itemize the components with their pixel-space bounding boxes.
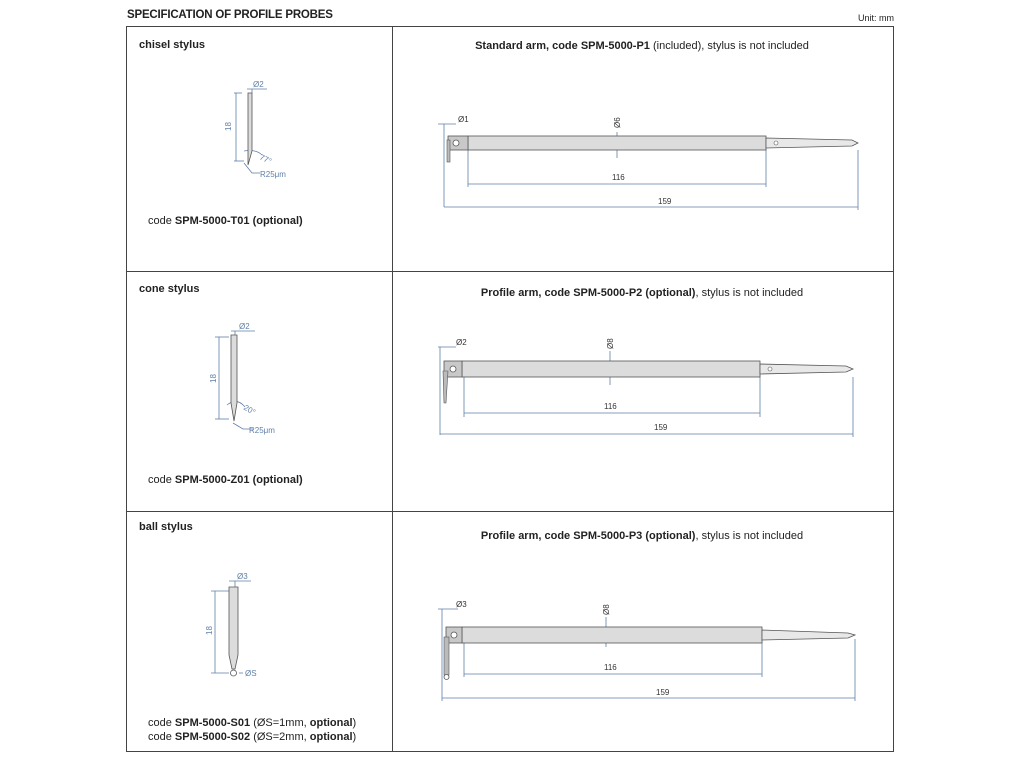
stylus-name: cone stylus [139,283,200,295]
row-divider [127,271,893,272]
stylus-code: code SPM-5000-Z01 (optional) [148,474,303,486]
dim-angle: 77° [258,152,273,166]
dim-total: 159 [654,423,668,432]
dim-length: 18 [224,122,233,131]
stylus-code: code SPM-5000-T01 (optional) [148,215,303,227]
dim-small: Ø3 [456,600,467,609]
dim-angle: 20° [242,402,257,417]
arm-title: Standard arm, code SPM-5000-P1 (included), stylus is not included [475,40,809,52]
column-divider [392,27,393,751]
dim-body: Ø8 [606,338,615,349]
dim-body: Ø8 [602,604,611,615]
dim-diameter: Ø2 [239,322,250,331]
stylus-code: code SPM-5000-S02 (ØS=2mm, optional) [148,731,357,743]
dim-diameter: Ø3 [237,572,248,581]
dim-inner: 116 [604,402,617,411]
dim-small: Ø1 [458,115,469,124]
dim-length: 18 [205,626,214,635]
chisel-stylus-drawing [222,79,312,179]
dim-small: Ø2 [456,338,467,347]
unit-label: Unit: mm [858,13,894,23]
dim-total: 159 [656,688,670,697]
profile-arm-p3-drawing [436,597,876,707]
page-title: SPECIFICATION OF PROFILE PROBES [127,9,333,21]
stylus-name: chisel stylus [139,39,206,51]
stylus-code: code SPM-5000-S01 (ØS=1mm, optional) [148,717,357,729]
arm-title: Profile arm, code SPM-5000-P3 (optional), stylus is not included [480,530,804,542]
stylus-codes [148,716,356,744]
dim-length: 18 [209,374,218,383]
dim-ball: ØS [245,669,257,678]
dim-inner: 116 [612,173,625,182]
spec-table [126,26,894,752]
cone-stylus-drawing [209,322,309,435]
dim-radius: R25μm [260,170,286,179]
standard-arm-drawing [432,112,872,212]
arm-title: Profile arm, code SPM-5000-P2 (optional), stylus is not included [480,287,804,299]
dim-inner: 116 [604,663,617,672]
dim-body: Ø6 [613,117,622,128]
ball-stylus-drawing [205,573,305,683]
dim-total: 159 [658,197,672,206]
dim-diameter: Ø2 [253,80,264,89]
stylus-name: ball stylus [139,521,193,533]
profile-arm-p2-drawing [434,337,874,447]
dim-radius: R25μm [249,426,275,435]
row-divider [127,511,893,512]
